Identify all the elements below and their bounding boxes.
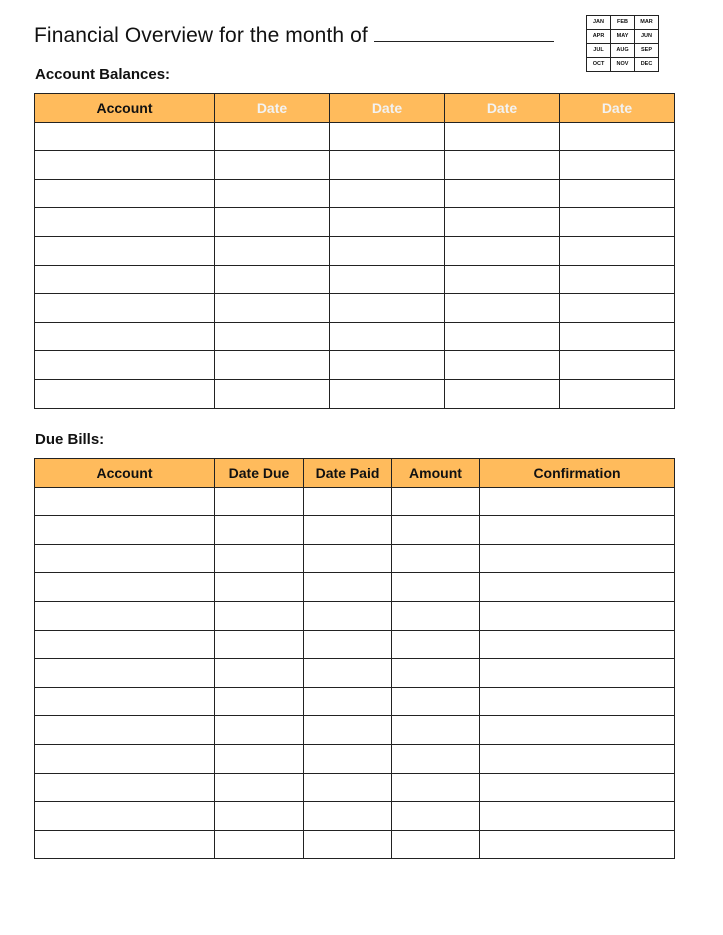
bills-row bbox=[35, 487, 675, 516]
month-cell[interactable]: OCT bbox=[587, 58, 611, 72]
balances-row bbox=[35, 294, 675, 323]
balances-cell[interactable] bbox=[215, 265, 330, 294]
bills-cell[interactable] bbox=[35, 659, 215, 688]
bills-cell[interactable] bbox=[480, 630, 675, 659]
balances-row bbox=[35, 122, 675, 151]
bills-row bbox=[35, 830, 675, 859]
month-cell[interactable]: JAN bbox=[587, 16, 611, 30]
month-cell[interactable]: MAY bbox=[611, 30, 635, 44]
balances-cell[interactable] bbox=[215, 379, 330, 408]
bills-cell[interactable] bbox=[215, 744, 304, 773]
balances-col-date-3: Date bbox=[445, 94, 560, 123]
balances-cell[interactable] bbox=[330, 208, 445, 237]
bills-row bbox=[35, 573, 675, 602]
balances-col-date-4: Date bbox=[560, 94, 675, 123]
bills-cell[interactable] bbox=[35, 516, 215, 545]
bills-cell[interactable] bbox=[215, 630, 304, 659]
balances-cell[interactable] bbox=[445, 379, 560, 408]
bills-row bbox=[35, 802, 675, 831]
balances-cell[interactable] bbox=[215, 122, 330, 151]
balances-row bbox=[35, 379, 675, 408]
month-cell[interactable]: NOV bbox=[611, 58, 635, 72]
balances-cell[interactable] bbox=[330, 265, 445, 294]
bills-cell[interactable] bbox=[215, 659, 304, 688]
balances-cell[interactable] bbox=[330, 294, 445, 323]
balances-cell[interactable] bbox=[560, 208, 675, 237]
bills-cell[interactable] bbox=[35, 630, 215, 659]
balances-cell[interactable] bbox=[35, 265, 215, 294]
month-cell[interactable]: AUG bbox=[611, 44, 635, 58]
bills-cell[interactable] bbox=[35, 573, 215, 602]
bills-cell[interactable] bbox=[392, 830, 480, 859]
balances-cell[interactable] bbox=[215, 236, 330, 265]
balances-cell[interactable] bbox=[35, 179, 215, 208]
bills-cell[interactable] bbox=[480, 573, 675, 602]
balances-cell[interactable] bbox=[330, 236, 445, 265]
balances-cell[interactable] bbox=[330, 179, 445, 208]
bills-cell[interactable] bbox=[480, 487, 675, 516]
balances-cell[interactable] bbox=[445, 122, 560, 151]
bills-cell[interactable] bbox=[480, 744, 675, 773]
bills-cell[interactable] bbox=[480, 802, 675, 831]
month-cell[interactable]: SEP bbox=[635, 44, 659, 58]
balances-cell[interactable] bbox=[215, 208, 330, 237]
bills-cell[interactable] bbox=[35, 802, 215, 831]
due-bills-label: Due Bills: bbox=[35, 431, 105, 448]
due-bills-table bbox=[34, 458, 675, 859]
bills-cell[interactable] bbox=[35, 687, 215, 716]
balances-col-date-2: Date bbox=[330, 94, 445, 123]
month-row bbox=[587, 44, 659, 58]
bills-cell[interactable] bbox=[215, 773, 304, 802]
bills-cell[interactable] bbox=[304, 687, 392, 716]
balances-cell[interactable] bbox=[560, 379, 675, 408]
balances-col-account: Account bbox=[35, 94, 215, 123]
bills-cell[interactable] bbox=[35, 716, 215, 745]
bills-cell[interactable] bbox=[304, 487, 392, 516]
balances-row bbox=[35, 151, 675, 180]
balances-cell[interactable] bbox=[35, 236, 215, 265]
balances-cell[interactable] bbox=[560, 151, 675, 180]
balances-cell[interactable] bbox=[35, 322, 215, 351]
balances-row bbox=[35, 351, 675, 380]
bills-row bbox=[35, 601, 675, 630]
month-row bbox=[587, 30, 659, 44]
balances-row bbox=[35, 208, 675, 237]
bills-col-confirmation: Confirmation bbox=[480, 459, 675, 488]
balances-row bbox=[35, 236, 675, 265]
page-title bbox=[34, 24, 554, 48]
balances-row bbox=[35, 179, 675, 208]
bills-cell[interactable] bbox=[392, 630, 480, 659]
balances-cell[interactable] bbox=[560, 351, 675, 380]
bills-cell[interactable] bbox=[480, 716, 675, 745]
bills-cell[interactable] bbox=[215, 487, 304, 516]
balances-col-date-1: Date bbox=[215, 94, 330, 123]
bills-cell[interactable] bbox=[215, 802, 304, 831]
balances-cell[interactable] bbox=[330, 322, 445, 351]
balances-cell[interactable] bbox=[445, 351, 560, 380]
balances-cell[interactable] bbox=[215, 351, 330, 380]
title-text: Financial Overview for the month of bbox=[34, 24, 368, 47]
balances-cell[interactable] bbox=[215, 151, 330, 180]
bills-cell[interactable] bbox=[392, 659, 480, 688]
balances-cell[interactable] bbox=[445, 322, 560, 351]
balances-cell[interactable] bbox=[330, 122, 445, 151]
balances-cell[interactable] bbox=[560, 294, 675, 323]
balances-cell[interactable] bbox=[35, 208, 215, 237]
bills-cell[interactable] bbox=[304, 544, 392, 573]
bills-cell[interactable] bbox=[392, 744, 480, 773]
balances-cell[interactable] bbox=[215, 179, 330, 208]
bills-cell[interactable] bbox=[392, 516, 480, 545]
balances-cell[interactable] bbox=[215, 322, 330, 351]
balances-row bbox=[35, 322, 675, 351]
bills-cell[interactable] bbox=[35, 773, 215, 802]
balances-cell[interactable] bbox=[445, 236, 560, 265]
bills-cell[interactable] bbox=[215, 573, 304, 602]
account-balances-table bbox=[34, 93, 675, 409]
month-selector-grid bbox=[586, 15, 659, 72]
bills-col-amount: Amount bbox=[392, 459, 480, 488]
balances-cell[interactable] bbox=[445, 151, 560, 180]
bills-col-date-paid: Date Paid bbox=[304, 459, 392, 488]
balances-cell[interactable] bbox=[330, 351, 445, 380]
bills-cell[interactable] bbox=[215, 516, 304, 545]
balances-cell[interactable] bbox=[560, 179, 675, 208]
bills-cell[interactable] bbox=[392, 687, 480, 716]
balances-cell[interactable] bbox=[445, 179, 560, 208]
bills-cell[interactable] bbox=[480, 516, 675, 545]
bills-row bbox=[35, 659, 675, 688]
balances-cell[interactable] bbox=[560, 236, 675, 265]
bills-col-account: Account bbox=[35, 459, 215, 488]
bills-cell[interactable] bbox=[35, 744, 215, 773]
bills-cell[interactable] bbox=[215, 544, 304, 573]
bills-cell[interactable] bbox=[215, 687, 304, 716]
bills-cell[interactable] bbox=[304, 630, 392, 659]
month-cell[interactable]: JUL bbox=[587, 44, 611, 58]
balances-cell[interactable] bbox=[560, 322, 675, 351]
bills-cell[interactable] bbox=[35, 601, 215, 630]
bills-cell[interactable] bbox=[392, 716, 480, 745]
bills-cell[interactable] bbox=[392, 802, 480, 831]
bills-row bbox=[35, 630, 675, 659]
month-cell[interactable]: APR bbox=[587, 30, 611, 44]
bills-col-date-due: Date Due bbox=[215, 459, 304, 488]
bills-cell[interactable] bbox=[304, 573, 392, 602]
bills-cell[interactable] bbox=[304, 830, 392, 859]
bills-cell[interactable] bbox=[304, 773, 392, 802]
bills-cell[interactable] bbox=[480, 773, 675, 802]
month-cell[interactable]: FEB bbox=[611, 16, 635, 30]
bills-cell[interactable] bbox=[480, 601, 675, 630]
balances-header-row bbox=[35, 94, 675, 123]
bills-row bbox=[35, 716, 675, 745]
bills-cell[interactable] bbox=[304, 516, 392, 545]
month-cell[interactable]: MAR bbox=[635, 16, 659, 30]
bills-cell[interactable] bbox=[480, 659, 675, 688]
bills-cell[interactable] bbox=[215, 601, 304, 630]
bills-cell[interactable] bbox=[480, 830, 675, 859]
balances-cell[interactable] bbox=[445, 294, 560, 323]
month-cell[interactable]: JUN bbox=[635, 30, 659, 44]
balances-cell[interactable] bbox=[35, 294, 215, 323]
balances-cell[interactable] bbox=[560, 265, 675, 294]
bills-cell[interactable] bbox=[304, 659, 392, 688]
bills-cell[interactable] bbox=[35, 830, 215, 859]
account-balances-label: Account Balances: bbox=[35, 66, 171, 83]
bills-cell[interactable] bbox=[392, 573, 480, 602]
balances-row bbox=[35, 265, 675, 294]
bills-cell[interactable] bbox=[480, 687, 675, 716]
bills-row bbox=[35, 516, 675, 545]
bills-row bbox=[35, 687, 675, 716]
bills-header-row bbox=[35, 459, 675, 488]
bills-row bbox=[35, 744, 675, 773]
balances-cell[interactable] bbox=[215, 294, 330, 323]
balances-cell[interactable] bbox=[35, 122, 215, 151]
balances-cell[interactable] bbox=[445, 208, 560, 237]
month-cell[interactable]: DEC bbox=[635, 58, 659, 72]
bills-cell[interactable] bbox=[35, 487, 215, 516]
month-blank-line[interactable] bbox=[374, 25, 554, 42]
balances-cell[interactable] bbox=[35, 151, 215, 180]
bills-cell[interactable] bbox=[392, 773, 480, 802]
balances-cell[interactable] bbox=[330, 379, 445, 408]
bills-cell[interactable] bbox=[304, 802, 392, 831]
balances-cell[interactable] bbox=[330, 151, 445, 180]
bills-cell[interactable] bbox=[392, 601, 480, 630]
bills-cell[interactable] bbox=[392, 544, 480, 573]
balances-cell[interactable] bbox=[445, 265, 560, 294]
month-row bbox=[587, 58, 659, 72]
bills-cell[interactable] bbox=[304, 716, 392, 745]
balances-cell[interactable] bbox=[35, 351, 215, 380]
bills-cell[interactable] bbox=[215, 716, 304, 745]
bills-cell[interactable] bbox=[304, 744, 392, 773]
bills-cell[interactable] bbox=[392, 487, 480, 516]
bills-cell[interactable] bbox=[215, 830, 304, 859]
balances-cell[interactable] bbox=[35, 379, 215, 408]
bills-cell[interactable] bbox=[480, 544, 675, 573]
bills-row bbox=[35, 773, 675, 802]
bills-row bbox=[35, 544, 675, 573]
bills-cell[interactable] bbox=[35, 544, 215, 573]
bills-cell[interactable] bbox=[304, 601, 392, 630]
month-row bbox=[587, 16, 659, 30]
balances-cell[interactable] bbox=[560, 122, 675, 151]
